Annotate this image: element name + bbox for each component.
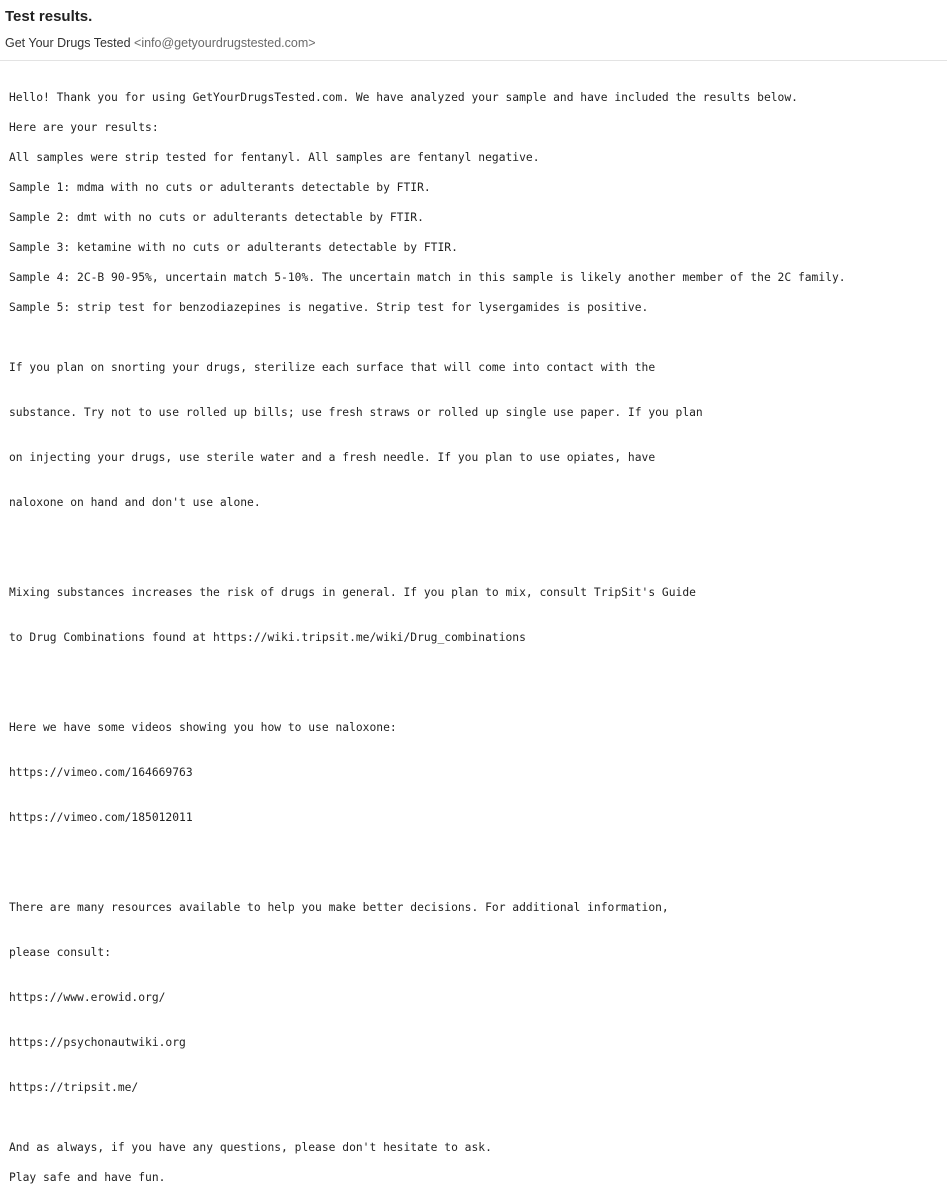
sample-result: Sample 5: strip test for benzodiazepines is negative. Strip test for lysergamides is positive. (9, 301, 649, 314)
resource-link[interactable]: https://www.erowid.org/ (9, 991, 166, 1004)
naloxone-section (9, 690, 939, 855)
resources-line: please consult: (9, 946, 112, 959)
sample-result: Sample 4: 2C-B 90-95%, uncertain match 5-10%. The uncertain match in this sample is likely another member of the 2C family. (9, 271, 846, 284)
greeting-text: Hello! Thank you for using GetYourDrugsTested.com. We have analyzed your sample and have included the results below. (9, 91, 798, 104)
mixing-line: to Drug Combinations found at https://wiki.tripsit.me/wiki/Drug_combinations (9, 631, 526, 644)
email-header (0, 0, 947, 61)
safety-line: If you plan on snorting your drugs, sterilize each surface that will come into contact with the (9, 361, 656, 374)
safety-line: naloxone on hand and don't use alone. (9, 496, 261, 509)
email-subject: Test results. (5, 8, 93, 25)
naloxone-video-link[interactable]: https://vimeo.com/164669763 (9, 766, 193, 779)
sender-email[interactable]: <info@getyourdrugstested.com> (134, 36, 316, 50)
safety-line: on injecting your drugs, use sterile water and a fresh needle. If you plan to use opiates, have (9, 451, 656, 464)
email-sender[interactable] (5, 36, 316, 50)
sender-name: Get Your Drugs Tested (5, 36, 131, 50)
results-intro: Here are your results: (9, 121, 159, 134)
mixing-advice (9, 555, 939, 675)
naloxone-video-link[interactable]: https://vimeo.com/185012011 (9, 811, 193, 824)
email-body (9, 90, 939, 1185)
safety-advice (9, 330, 939, 540)
resources-line: There are many resources available to help you make better decisions. For additional information, (9, 901, 669, 914)
resources-section (9, 870, 939, 1125)
sample-result: Sample 1: mdma with no cuts or adulterants detectable by FTIR. (9, 181, 431, 194)
closing-text: And as always, if you have any questions, please don't hesitate to ask. (9, 1141, 492, 1154)
resource-link[interactable]: https://psychonautwiki.org (9, 1036, 186, 1049)
fentanyl-note: All samples were strip tested for fentanyl. All samples are fentanyl negative. (9, 151, 540, 164)
sample-result: Sample 3: ketamine with no cuts or adulterants detectable by FTIR. (9, 241, 458, 254)
mixing-line: Mixing substances increases the risk of drugs in general. If you plan to mix, consult TripSit's Guide (9, 586, 696, 599)
sample-result: Sample 2: dmt with no cuts or adulterants detectable by FTIR. (9, 211, 424, 224)
safety-line: substance. Try not to use rolled up bills; use fresh straws or rolled up single use paper. If you plan (9, 406, 703, 419)
naloxone-intro: Here we have some videos showing you how to use naloxone: (9, 721, 397, 734)
signoff-text: Play safe and have fun. (9, 1171, 166, 1184)
resource-link[interactable]: https://tripsit.me/ (9, 1081, 139, 1094)
